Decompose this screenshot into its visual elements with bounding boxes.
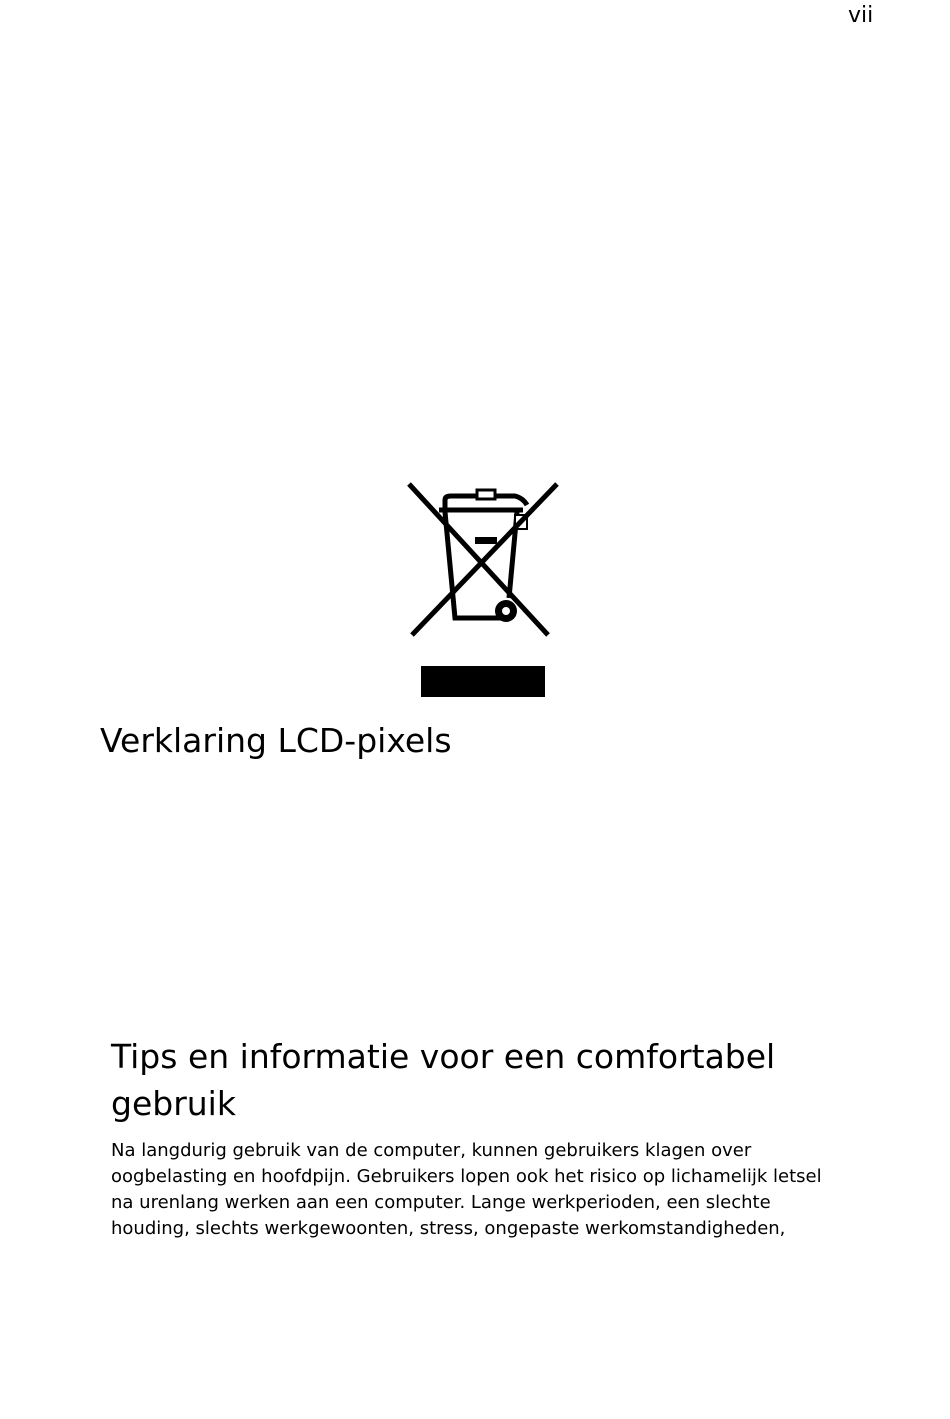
tips-heading-line: Tips en informatie voor een comfortabel bbox=[111, 1037, 776, 1076]
weee-underline-bar bbox=[421, 666, 545, 697]
paragraph-line: na urenlang werken aan een computer. Lange werkperioden, een slechte bbox=[111, 1192, 771, 1213]
lcd-pixels-heading: Verklaring LCD-pixels bbox=[100, 721, 452, 760]
tips-paragraph bbox=[111, 1138, 901, 1242]
paragraph-line: houding, slechts werkgewoonten, stress, ongepaste werkomstandigheden, bbox=[111, 1218, 786, 1239]
paragraph-line: Na langdurig gebruik van de computer, kunnen gebruikers klagen over bbox=[111, 1140, 752, 1161]
paragraph-line: oogbelasting en hoofdpijn. Gebruikers lopen ook het risico op lichamelijk letsel bbox=[111, 1166, 822, 1187]
page-number: vii bbox=[848, 3, 874, 28]
crossed-out-wheelie-bin-icon bbox=[405, 481, 561, 641]
tips-heading bbox=[111, 1033, 891, 1127]
tips-heading-line: gebruik bbox=[111, 1084, 236, 1123]
